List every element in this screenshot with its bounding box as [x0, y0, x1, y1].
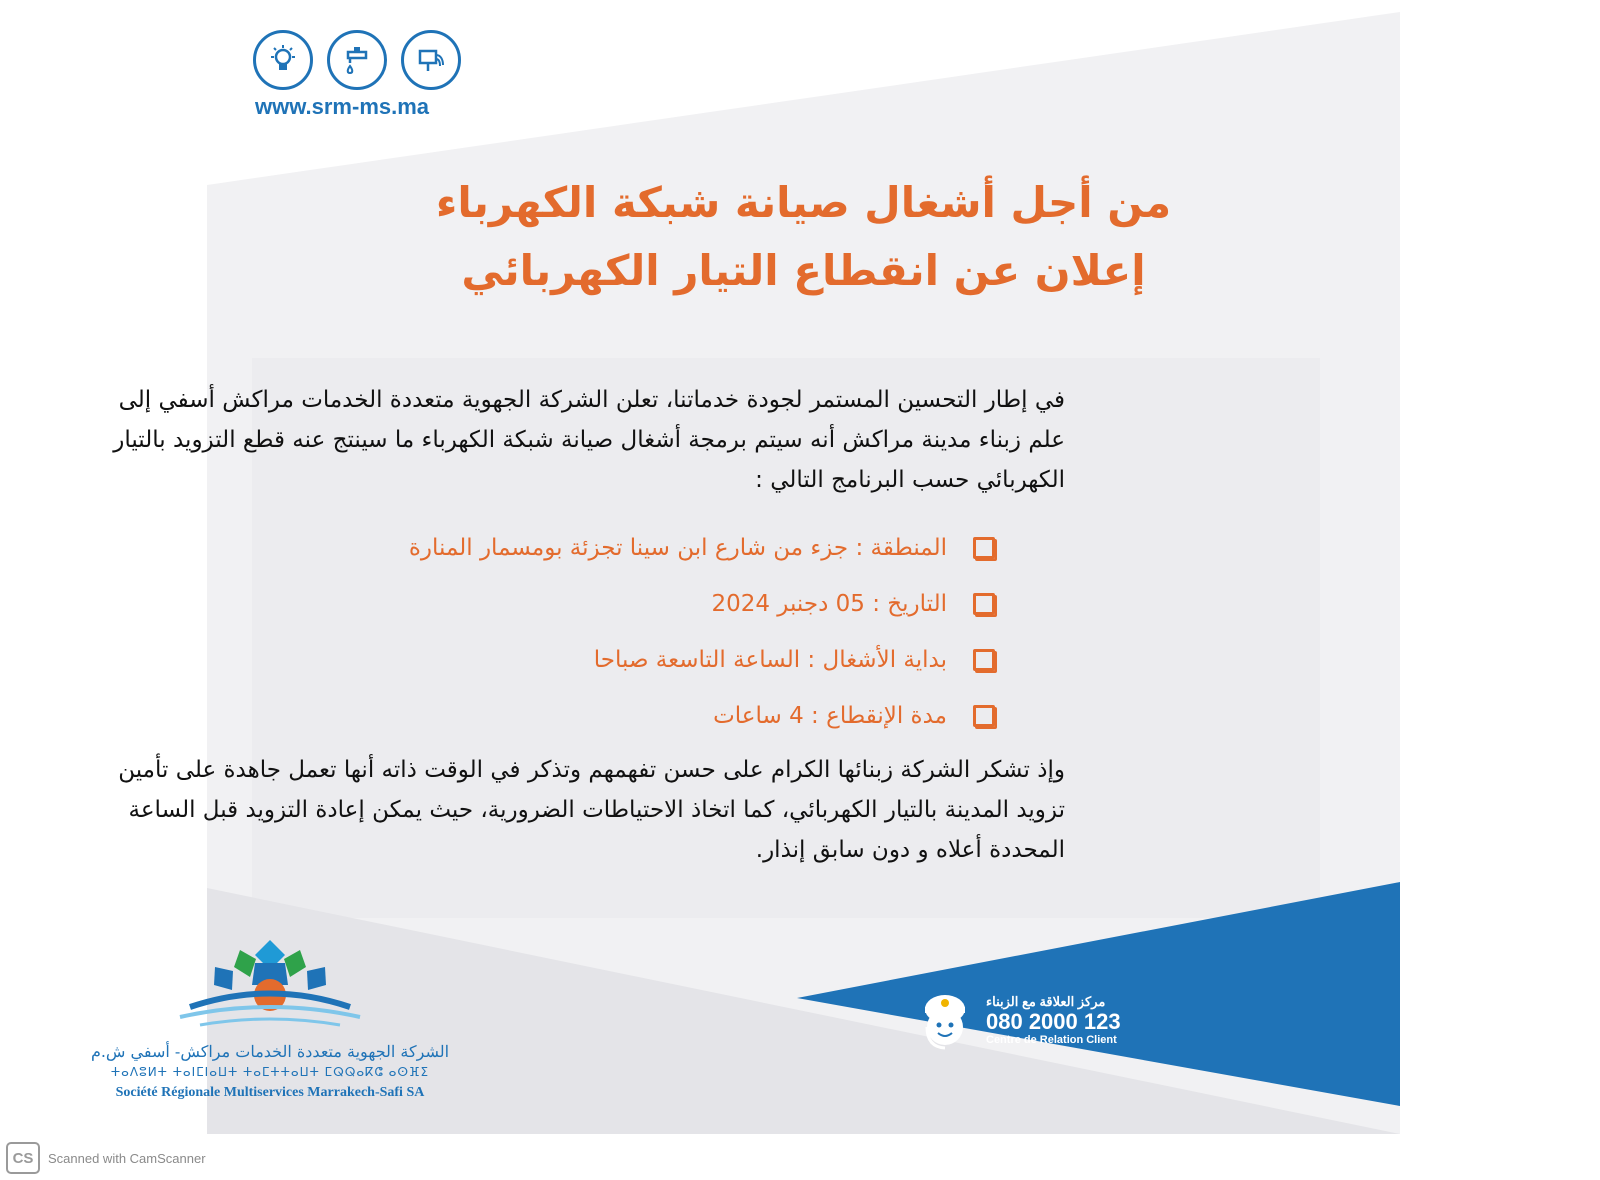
agent-mascot-icon: [912, 985, 978, 1055]
list-item-duration: [90, 688, 995, 744]
list-item-zone: [90, 520, 995, 576]
customer-relation-center: [912, 985, 1121, 1055]
crc-text-block: [986, 994, 1121, 1046]
checkbox-icon: [973, 537, 995, 559]
checkbox-icon: [973, 593, 995, 615]
schedule-list: [90, 520, 995, 744]
bullet-text: بداية الأشغال : الساعة التاسعة صباحا: [593, 647, 947, 673]
company-name-ar: الشركة الجهوية متعددة الخدمات مراكش- أسفي ش.م: [90, 1042, 450, 1061]
lightbulb-icon: [253, 30, 313, 90]
water-tap-icon: [327, 30, 387, 90]
bullet-text: المنطقة : جزء من شارع ابن سينا تجزئة بومسمار المنارة: [408, 535, 947, 561]
company-name-fr: Société Régionale Multiservices Marrakech-Safi SA: [115, 1085, 425, 1100]
sewer-icon: [401, 30, 461, 90]
intro-paragraph: في إطار التحسين المستمر لجودة خدماتنا، تعلن الشركة الجهوية متعددة الخدمات مراكش أسفي إلى علم زبناء مدينة مراكش أنه سيتم برمجة أشغال صيانة شبكة الكهرباء ما سينتج عنه قطع التزويد بالتيار الكهربائي حسب البرنامج التالي :: [113, 387, 1065, 493]
headline-line1: من أجل أشغال صيانة شبكة الكهرباء: [435, 178, 1172, 227]
crc-label-ar: مركز العلاقة مع الزبناء: [986, 994, 1106, 1009]
checkbox-icon: [973, 649, 995, 671]
scanner-label: Scanned with CamScanner: [48, 1150, 206, 1166]
website-url[interactable]: www.srm-ms.ma: [255, 94, 430, 119]
camscanner-logo-icon: CS: [6, 1142, 40, 1174]
srm-emblem-icon: [90, 935, 450, 1040]
scanner-watermark: [6, 1142, 206, 1174]
headline-line2: إعلان عن انقطاع التيار الكهربائي: [461, 246, 1146, 295]
bullet-text: مدة الإنقطاع : 4 ساعات: [713, 703, 947, 729]
service-icons: [253, 30, 461, 90]
list-item-date: [90, 576, 995, 632]
crc-phone-number[interactable]: 080 2000 123: [986, 1009, 1121, 1034]
crc-label-fr: Centre de Relation Client: [986, 1034, 1117, 1046]
closing-paragraph: وإذ تشكر الشركة زبنائها الكرام على حسن تفهمهم وتذكر في الوقت ذاته أنها تعمل جاهدة على تأمين تزويد المدينة بالتيار الكهربائي، كما اتخاذ الاحتياطات الضرورية، حيث يمكن إعادة التزويد قبل الساعة المحددة أعلاه و دون سابق إنذار.: [118, 757, 1065, 863]
company-name-tifinagh: ⵜⴰⴷⵓⵍⵜ ⵜⴰⵏⵎⵏⴰⵡⵜ ⵜⴰⵎⵜⵜⴰⵡⵜ ⵎⵕⵕⴰⴽⵛ ⴰⵙⴼⵉ: [110, 1065, 430, 1079]
bullet-text: التاريخ : 05 دجنبر 2024: [711, 591, 947, 617]
checkbox-icon: [973, 705, 995, 727]
list-item-start: [90, 632, 995, 688]
